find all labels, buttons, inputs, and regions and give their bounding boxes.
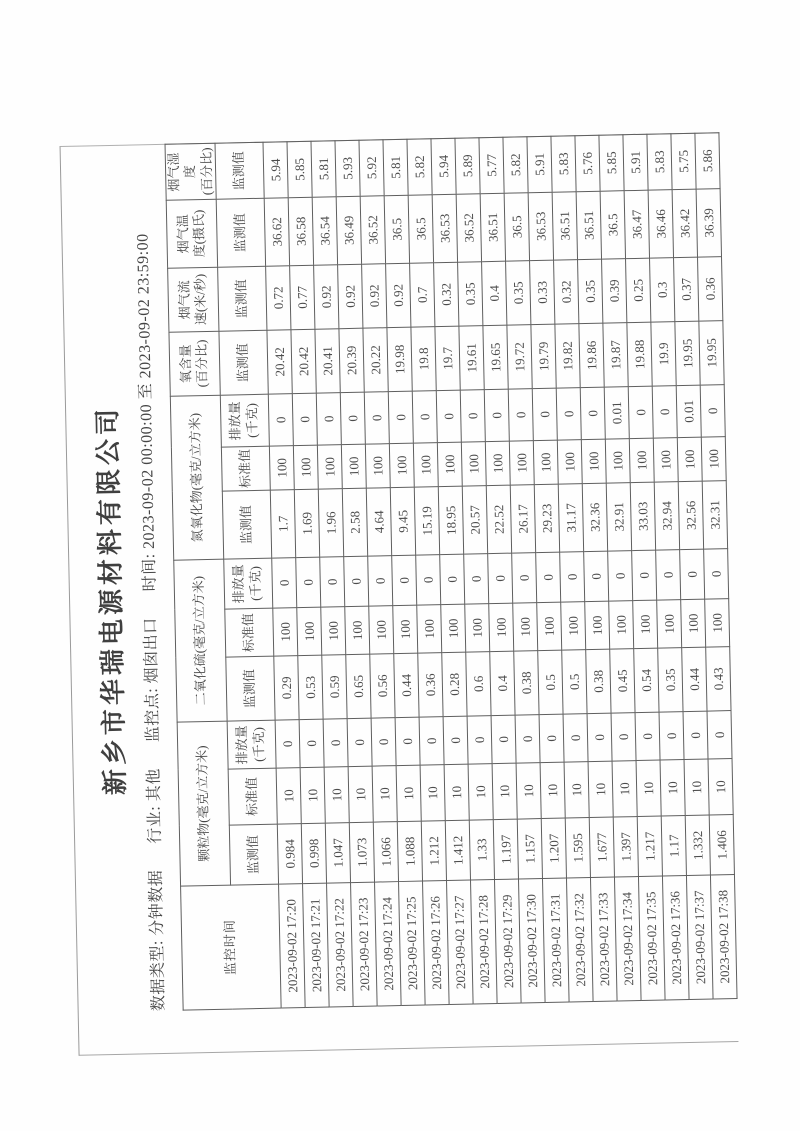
value-cell: 100	[416, 605, 441, 653]
value-cell: 0.36	[697, 257, 722, 321]
value-cell: 0	[463, 554, 488, 605]
value-cell: 0.38	[513, 651, 538, 715]
value-cell: 0	[611, 713, 636, 762]
document-frame	[60, 132, 739, 1056]
table-body	[263, 133, 737, 1008]
value-cell: 0.39	[601, 259, 626, 323]
value-cell: 9.45	[390, 487, 415, 555]
value-cell: 5.82	[503, 137, 528, 193]
value-cell: 0.56	[370, 654, 395, 718]
value-cell: 20.41	[315, 329, 340, 393]
value-cell: 0.01	[676, 385, 701, 438]
value-cell: 36.5	[504, 193, 529, 261]
value-cell: 0	[292, 393, 317, 446]
value-cell: 0	[707, 711, 732, 760]
value-cell: 0	[659, 712, 684, 761]
value-cell: 31.17	[558, 484, 583, 552]
value-cell: 29.23	[534, 484, 559, 552]
document-title: 新乡市华瑞电源材料有限公司	[92, 404, 131, 796]
value-cell: 0	[316, 393, 341, 446]
value-cell: 10	[684, 759, 709, 815]
value-cell: 1.066	[373, 822, 398, 882]
value-cell: 0.59	[322, 655, 347, 719]
value-cell: 19.8	[411, 327, 436, 391]
value-cell: 0	[583, 551, 608, 602]
value-cell: 0.28	[441, 652, 466, 716]
value-cell: 100	[464, 604, 489, 652]
value-cell: 0	[511, 553, 536, 604]
value-cell: 0.32	[433, 262, 458, 326]
value-cell: 100	[680, 599, 705, 647]
value-cell: 1.412	[445, 820, 470, 880]
value-cell: 100	[269, 446, 294, 490]
value-cell: 10	[516, 763, 541, 819]
value-cell: 100	[321, 607, 346, 655]
subcol-so2-standard: 标准值	[225, 608, 274, 657]
value-cell: 100	[560, 602, 585, 650]
value-cell: 19.9	[651, 322, 676, 386]
subcol-nox-standard: 标准值	[221, 446, 270, 491]
time-cell: 2023-09-02 17:21	[302, 883, 329, 1007]
value-cell: 0	[347, 718, 372, 767]
subcol-so2-emission: 排放量 (千克)	[223, 558, 272, 609]
value-cell: 0	[559, 552, 584, 603]
value-cell: 36.5	[408, 195, 433, 263]
value-cell: 0	[343, 556, 368, 607]
value-cell: 0	[539, 714, 564, 763]
value-cell: 0	[395, 717, 420, 766]
value-cell: 0	[679, 549, 704, 600]
subcol-so2-monitor: 监测值	[226, 656, 275, 721]
value-cell: 5.82	[407, 139, 432, 195]
value-cell: 0.38	[585, 649, 610, 713]
value-cell: 19.88	[627, 322, 652, 386]
value-cell: 0.4	[489, 651, 514, 715]
value-cell: 5.94	[431, 138, 456, 194]
value-cell: 10	[660, 760, 685, 816]
value-cell: 0.984	[277, 824, 302, 884]
value-cell: 19.72	[507, 325, 532, 389]
value-cell: 0	[364, 392, 389, 445]
value-cell: 0	[535, 552, 560, 603]
value-cell: 36.53	[432, 194, 457, 262]
value-cell: 10	[300, 767, 325, 823]
value-cell: 5.89	[455, 138, 480, 194]
value-cell: 0	[460, 390, 485, 443]
value-cell: 1.088	[397, 821, 422, 881]
value-cell: 5.81	[311, 141, 336, 197]
col-header-flue-temp: 烟气温 度(摄氏)	[166, 199, 217, 268]
value-cell: 1.7	[270, 490, 295, 558]
value-cell: 0.44	[681, 647, 706, 711]
value-cell: 0	[388, 391, 413, 444]
value-cell: 0	[439, 554, 464, 605]
col-group-nox: 氮氧化物(毫克/立方米)	[170, 395, 223, 560]
time-cell: 2023-09-02 17:30	[518, 879, 545, 1003]
col-header-flue-speed: 烟气流 速(米/秒)	[168, 267, 219, 332]
value-cell: 0.43	[705, 647, 730, 711]
value-cell: 100	[440, 604, 465, 652]
value-cell: 0	[275, 720, 300, 769]
value-cell: 5.85	[287, 141, 312, 197]
value-cell: 100	[536, 602, 561, 650]
value-cell: 20.57	[462, 486, 487, 554]
value-cell: 10	[396, 765, 421, 821]
value-cell: 1.047	[325, 823, 350, 883]
value-cell: 100	[581, 439, 606, 483]
value-cell: 10	[420, 765, 445, 821]
value-cell: 0.92	[313, 265, 338, 329]
value-cell: 10	[564, 762, 589, 818]
value-cell: 1.677	[589, 817, 614, 877]
value-cell: 0	[515, 715, 540, 764]
value-cell: 0	[412, 391, 437, 444]
value-cell: 0	[607, 551, 632, 602]
col-group-particulate: 颗粒物(毫克/立方米)	[177, 721, 230, 886]
subcol-flue-speed-monitor: 监测值	[217, 266, 266, 331]
value-cell: 36.39	[696, 189, 721, 257]
value-cell: 5.83	[647, 134, 672, 190]
col-header-flue-humidity: 烟气湿度 (百分比)	[165, 143, 216, 200]
value-cell: 0.44	[393, 653, 418, 717]
value-cell: 10	[372, 766, 397, 822]
value-cell: 100	[368, 606, 393, 654]
value-cell: 100	[345, 606, 370, 654]
value-cell: 0.5	[561, 650, 586, 714]
value-cell: 10	[348, 766, 373, 822]
value-cell: 0.54	[633, 648, 658, 712]
time-cell: 2023-09-02 17:25	[398, 881, 425, 1005]
subcol-nox-emission: 排放量 (千克)	[220, 394, 269, 447]
value-cell: 5.85	[599, 135, 624, 191]
value-cell: 5.91	[623, 134, 648, 190]
value-cell: 20.22	[363, 328, 388, 392]
value-cell: 5.92	[359, 140, 384, 196]
value-cell: 100	[485, 441, 510, 485]
value-cell: 0	[487, 553, 512, 604]
value-cell: 0.01	[604, 387, 629, 440]
value-cell: 100	[413, 443, 438, 487]
value-cell: 19.82	[555, 324, 580, 388]
value-cell: 0.65	[346, 654, 371, 718]
time-cell: 2023-09-02 17:38	[710, 875, 737, 999]
value-cell: 2.58	[342, 488, 367, 556]
value-cell: 0	[532, 388, 557, 441]
value-cell: 100	[632, 600, 657, 648]
value-cell: 36.5	[600, 191, 625, 259]
value-cell: 36.58	[288, 197, 313, 265]
value-cell: 19.87	[603, 323, 628, 387]
time-cell: 2023-09-02 17:20	[278, 884, 305, 1008]
value-cell: 0.29	[274, 656, 299, 720]
value-cell: 10	[612, 761, 637, 817]
value-cell: 10	[540, 762, 565, 818]
value-cell: 0	[419, 717, 444, 766]
value-cell: 20.39	[339, 328, 364, 392]
value-cell: 0.35	[457, 262, 482, 326]
value-cell: 19.65	[483, 325, 508, 389]
value-cell: 100	[533, 440, 558, 484]
time-cell: 2023-09-02 17:37	[686, 875, 713, 999]
value-cell: 19.98	[387, 327, 412, 391]
time-cell: 2023-09-02 17:27	[446, 880, 473, 1004]
subcol-pm-monitor: 监测值	[229, 824, 278, 885]
time-cell: 2023-09-02 17:26	[422, 881, 449, 1005]
value-cell: 0	[652, 386, 677, 439]
value-cell: 100	[365, 444, 390, 488]
subcol-flue-temp-monitor: 监测值	[216, 198, 265, 267]
value-cell: 15.19	[414, 487, 439, 555]
value-cell: 100	[293, 445, 318, 489]
value-cell: 1.217	[637, 816, 662, 876]
value-cell: 36.47	[624, 190, 649, 258]
value-cell: 0	[340, 392, 365, 445]
value-cell: 0	[367, 556, 392, 607]
time-cell: 2023-09-02 17:28	[470, 880, 497, 1004]
value-cell: 0.3	[649, 258, 674, 322]
value-cell: 100	[512, 603, 537, 651]
value-cell: 19.7	[435, 326, 460, 390]
value-cell: 0.25	[625, 258, 650, 322]
value-cell: 20.42	[267, 330, 292, 394]
value-cell: 18.95	[438, 486, 463, 554]
value-cell: 19.86	[579, 323, 604, 387]
value-cell: 1.157	[517, 819, 542, 879]
time-cell: 2023-09-02 17:35	[638, 876, 665, 1000]
value-cell: 0	[635, 712, 660, 761]
value-cell: 1.073	[349, 822, 374, 882]
value-cell: 22.52	[486, 485, 511, 553]
time-cell: 2023-09-02 17:29	[494, 879, 521, 1003]
value-cell: 1.33	[469, 820, 494, 880]
value-cell: 0	[299, 719, 324, 768]
value-cell: 100	[297, 607, 322, 655]
value-cell: 19.79	[531, 324, 556, 388]
value-cell: 5.76	[575, 135, 600, 191]
time-cell: 2023-09-02 17:31	[542, 878, 569, 1002]
value-cell: 100	[273, 608, 298, 656]
value-cell: 0	[319, 557, 344, 608]
value-cell: 20.42	[291, 329, 316, 393]
value-cell: 0	[295, 557, 320, 608]
value-cell: 0	[268, 394, 293, 447]
value-cell: 100	[317, 445, 342, 489]
time-cell: 2023-09-02 17:22	[326, 883, 353, 1007]
value-cell: 0	[271, 558, 296, 609]
value-cell: 0.92	[337, 264, 362, 328]
value-cell: 32.94	[654, 482, 679, 550]
time-cell: 2023-09-02 17:34	[614, 877, 641, 1001]
value-cell: 0.77	[289, 265, 314, 329]
value-cell: 10	[708, 759, 733, 815]
value-cell: 0	[628, 386, 653, 439]
value-cell: 10	[468, 764, 493, 820]
value-cell: 10	[636, 760, 661, 816]
value-cell: 100	[392, 605, 417, 653]
value-cell: 0	[655, 550, 680, 601]
value-cell: 100	[557, 440, 582, 484]
value-cell: 0	[703, 549, 728, 600]
value-cell: 0	[683, 711, 708, 760]
value-cell: 10	[492, 763, 517, 819]
value-cell: 0	[631, 550, 656, 601]
value-cell: 100	[341, 444, 366, 488]
value-cell: 1.212	[421, 821, 446, 881]
value-cell: 0	[371, 718, 396, 767]
value-cell: 4.64	[366, 488, 391, 556]
value-cell: 100	[653, 438, 678, 482]
value-cell: 100	[584, 601, 609, 649]
value-cell: 100	[677, 437, 702, 481]
value-cell: 32.56	[678, 481, 703, 549]
value-cell: 5.91	[527, 136, 552, 192]
value-cell: 5.81	[383, 139, 408, 195]
value-cell: 0	[508, 389, 533, 442]
meta-time-range: 时间: 2023-09-02 00:00:00 至 2023-09-02 23:59:00	[134, 233, 159, 592]
value-cell: 19.95	[675, 321, 700, 385]
value-cell: 100	[629, 438, 654, 482]
value-cell: 36.51	[576, 191, 601, 259]
col-group-so2: 二氧化硫(毫克/立方米)	[174, 559, 227, 722]
value-cell: 100	[461, 442, 486, 486]
value-cell: 0.35	[657, 648, 682, 712]
value-cell: 1.595	[565, 818, 590, 878]
value-cell: 100	[488, 603, 513, 651]
value-cell: 19.61	[459, 326, 484, 390]
value-cell: 10	[276, 768, 301, 824]
value-cell: 1.332	[685, 815, 710, 875]
value-cell: 5.86	[695, 133, 720, 189]
time-cell: 2023-09-02 17:33	[590, 877, 617, 1001]
value-cell: 36.5	[384, 195, 409, 263]
value-cell: 33.03	[630, 482, 655, 550]
meta-data-type: 数据类型: 分钟数据	[147, 869, 168, 1012]
value-cell: 19.95	[699, 321, 724, 385]
value-cell: 1.17	[661, 816, 686, 876]
value-cell: 0	[587, 713, 612, 762]
value-cell: 0.53	[298, 655, 323, 719]
value-cell: 5.93	[335, 140, 360, 196]
value-cell: 0.92	[385, 263, 410, 327]
value-cell: 36.62	[264, 198, 289, 266]
value-cell: 32.36	[582, 483, 607, 551]
value-cell: 36.42	[672, 189, 697, 257]
time-cell: 2023-09-02 17:36	[662, 876, 689, 1000]
value-cell: 0	[484, 389, 509, 442]
value-cell: 36.54	[312, 197, 337, 265]
value-cell: 0.37	[673, 257, 698, 321]
value-cell: 0.72	[265, 266, 290, 330]
value-cell: 0	[580, 387, 605, 440]
value-cell: 100	[701, 437, 726, 481]
value-cell: 0.35	[505, 261, 530, 325]
value-cell: 0.32	[553, 260, 578, 324]
value-cell: 100	[605, 439, 630, 483]
value-cell: 100	[509, 441, 534, 485]
value-cell: 0	[443, 716, 468, 765]
value-cell: 0.92	[361, 264, 386, 328]
value-cell: 0	[563, 714, 588, 763]
value-cell: 1.207	[541, 818, 566, 878]
value-cell: 10	[588, 761, 613, 817]
value-cell: 1.406	[709, 815, 734, 875]
subcol-pm-emission: 排放量 (千克)	[227, 720, 276, 769]
value-cell: 26.17	[510, 485, 535, 553]
value-cell: 0	[491, 715, 516, 764]
time-cell: 2023-09-02 17:32	[566, 878, 593, 1002]
value-cell: 0	[436, 390, 461, 443]
value-cell: 0.35	[577, 259, 602, 323]
value-cell: 0	[415, 555, 440, 606]
value-cell: 0.7	[409, 263, 434, 327]
value-cell: 0.36	[417, 653, 442, 717]
value-cell: 0	[467, 716, 492, 765]
meta-industry: 行业: 其他	[145, 768, 165, 844]
value-cell: 0.998	[301, 823, 326, 883]
col-header-time: 监控时间	[181, 884, 281, 1010]
value-cell: 100	[608, 601, 633, 649]
col-header-oxygen: 氧含量 (百分比)	[169, 331, 220, 396]
value-cell: 36.51	[552, 192, 577, 260]
value-cell: 1.96	[318, 489, 343, 557]
subcol-nox-monitor: 监测值	[222, 490, 271, 559]
value-cell: 0.6	[465, 652, 490, 716]
value-cell: 1.197	[493, 819, 518, 879]
value-cell: 36.51	[480, 193, 505, 261]
value-cell: 5.77	[479, 137, 504, 193]
value-cell: 5.83	[551, 136, 576, 192]
subcol-pm-standard: 标准值	[228, 768, 277, 825]
value-cell: 36.46	[648, 190, 673, 258]
subcol-oxygen-monitor: 监测值	[219, 330, 268, 395]
value-cell: 0	[556, 388, 581, 441]
value-cell: 0.45	[609, 649, 634, 713]
value-cell: 36.49	[336, 196, 361, 264]
value-cell: 100	[704, 599, 729, 647]
value-cell: 0.4	[481, 261, 506, 325]
value-cell: 100	[437, 442, 462, 486]
time-cell: 2023-09-02 17:23	[350, 882, 377, 1006]
value-cell: 5.75	[671, 133, 696, 189]
value-cell: 32.31	[702, 481, 727, 549]
value-cell: 5.94	[263, 142, 288, 198]
value-cell: 10	[444, 764, 469, 820]
subcol-flue-humidity-monitor: 监测值	[215, 142, 264, 199]
value-cell: 100	[389, 443, 414, 487]
value-cell: 10	[324, 767, 349, 823]
time-cell: 2023-09-02 17:24	[374, 882, 401, 1006]
value-cell: 1.69	[294, 489, 319, 557]
meta-monitor-point: 监控点: 烟囱出口	[142, 617, 163, 743]
value-cell: 1.397	[613, 817, 638, 877]
value-cell: 100	[656, 600, 681, 648]
monitoring-table	[165, 132, 738, 1011]
value-cell: 36.52	[456, 194, 481, 262]
value-cell: 0	[700, 385, 725, 438]
value-cell: 36.52	[360, 196, 385, 264]
value-cell: 0.5	[537, 650, 562, 714]
value-cell: 0	[323, 719, 348, 768]
value-cell: 0	[391, 555, 416, 606]
value-cell: 36.53	[528, 192, 553, 260]
value-cell: 32.91	[606, 483, 631, 551]
value-cell: 0.33	[529, 260, 554, 324]
